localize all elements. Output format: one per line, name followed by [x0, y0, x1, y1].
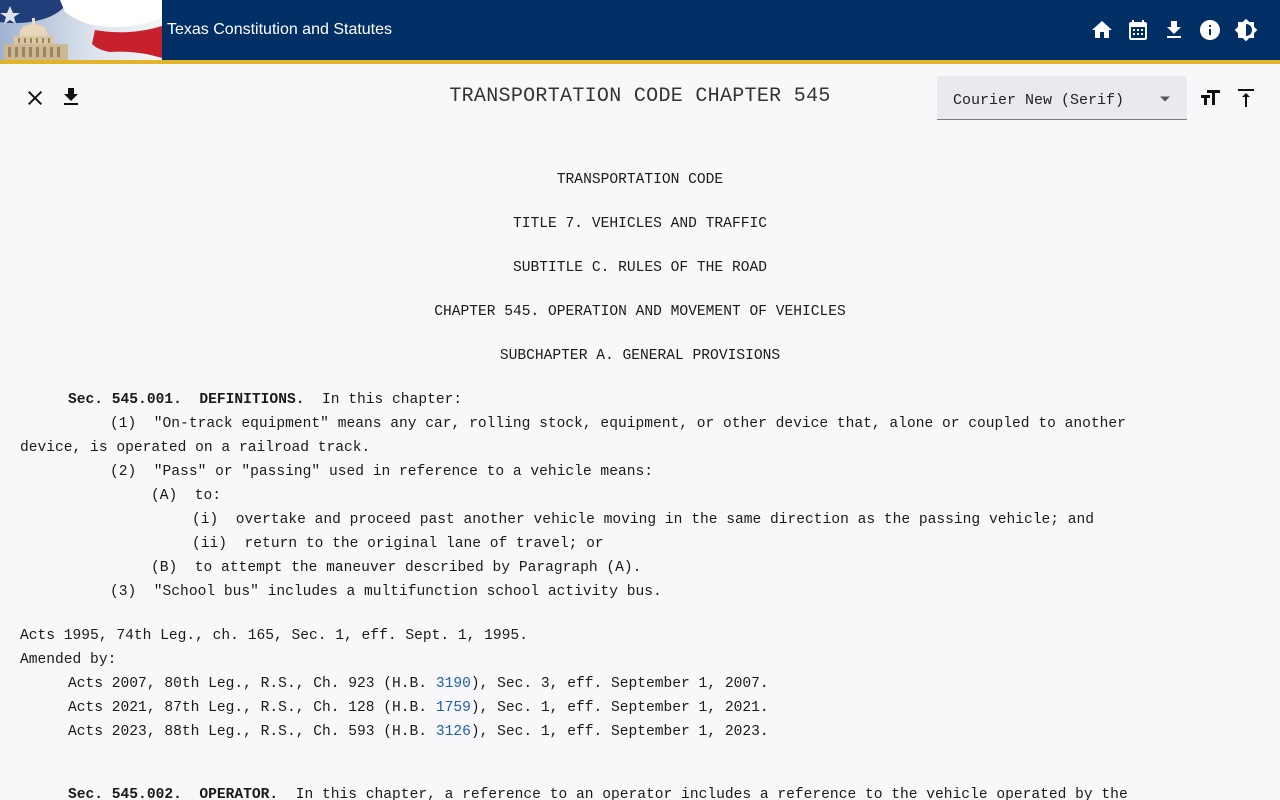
font-family-select[interactable]	[937, 76, 1187, 120]
history-enacted: Acts 1995, 74th Leg., ch. 165, Sec. 1, eff. Sept. 1, 1995.	[20, 628, 528, 644]
app-bar	[0, 0, 1280, 60]
statute-text	[0, 128, 1280, 800]
amendment-text: ), Sec. 1, eff. September 1, 2021.	[470, 700, 769, 716]
info-icon[interactable]	[1198, 18, 1222, 42]
paragraph-a: (A) to:	[151, 488, 222, 504]
section-heading: OPERATOR.	[199, 787, 279, 800]
app-title[interactable]: Texas Constitution and Statutes	[167, 21, 393, 38]
bill-link[interactable]: 3190	[435, 676, 471, 692]
vertical-align-top-icon[interactable]	[1234, 86, 1258, 110]
texas-capitol-flag-logo[interactable]	[0, 0, 162, 60]
amendment-text: ), Sec. 3, eff. September 1, 2007.	[470, 676, 769, 692]
amendment-row	[68, 672, 769, 696]
amendment-row	[68, 720, 769, 744]
heading-chapter: CHAPTER 545. OPERATION AND MOVEMENT OF VEHICLES	[434, 304, 846, 320]
history-amended-by: Amended by:	[20, 652, 117, 668]
brightness-icon[interactable]	[1234, 18, 1258, 42]
heading-code: TRANSPORTATION CODE	[556, 172, 724, 188]
download-icon[interactable]	[1162, 18, 1186, 42]
calendar-icon[interactable]	[1126, 18, 1150, 42]
subparagraph-ii: (ii) return to the original lane of travel; or	[192, 536, 604, 552]
close-icon[interactable]	[23, 86, 47, 110]
section-text: In this chapter, a reference to an operator includes a reference to the vehicle operated by the	[295, 787, 1128, 800]
amendment-text: ), Sec. 1, eff. September 1, 2023.	[470, 724, 769, 740]
definition-2: (2) "Pass" or "passing" used in reference to a vehicle means:	[110, 464, 653, 480]
font-select-value: Courier New (Serif)	[953, 92, 1125, 109]
section-number: Sec. 545.002.	[68, 787, 182, 800]
amendment-text: Acts 2007, 80th Leg., R.S., Ch. 923 (H.B.	[68, 676, 436, 692]
bill-link[interactable]: 3126	[435, 724, 471, 740]
section-545-002-header	[68, 783, 1128, 800]
heading-title: TITLE 7. VEHICLES AND TRAFFIC	[513, 216, 767, 232]
document-toolbar	[0, 64, 1280, 128]
amendment-text: Acts 2023, 88th Leg., R.S., Ch. 593 (H.B.	[68, 724, 436, 740]
section-number: Sec. 545.001.	[68, 392, 182, 408]
subparagraph-i: (i) overtake and proceed past another vehicle moving in the same direction as the passing vehicle; and	[192, 512, 1095, 528]
document-title: TRANSPORTATION CODE CHAPTER 545	[449, 85, 831, 108]
section-545-001-header	[68, 388, 462, 412]
definition-1-line-1: (1) "On-track equipment" means any car, rolling stock, equipment, or other device that, alone or coupled to another	[110, 416, 1126, 432]
amendment-row	[68, 696, 769, 720]
heading-subchapter: SUBCHAPTER A. GENERAL PROVISIONS	[499, 348, 781, 364]
chevron-down-icon	[1159, 95, 1171, 103]
definition-1-line-2: device, is operated on a railroad track.	[20, 440, 371, 456]
amendment-text: Acts 2021, 87th Leg., R.S., Ch. 128 (H.B.	[68, 700, 436, 716]
bill-link[interactable]: 1759	[435, 700, 471, 716]
download-document-icon[interactable]	[59, 85, 83, 109]
section-intro: In this chapter:	[321, 392, 463, 408]
definition-3: (3) "School bus" includes a multifunction school activity bus.	[110, 584, 662, 600]
format-size-icon[interactable]	[1198, 86, 1222, 110]
home-icon[interactable]	[1090, 18, 1114, 42]
heading-subtitle: SUBTITLE C. RULES OF THE ROAD	[513, 260, 767, 276]
paragraph-b: (B) to attempt the maneuver described by Paragraph (A).	[151, 560, 642, 576]
section-heading: DEFINITIONS.	[199, 392, 305, 408]
